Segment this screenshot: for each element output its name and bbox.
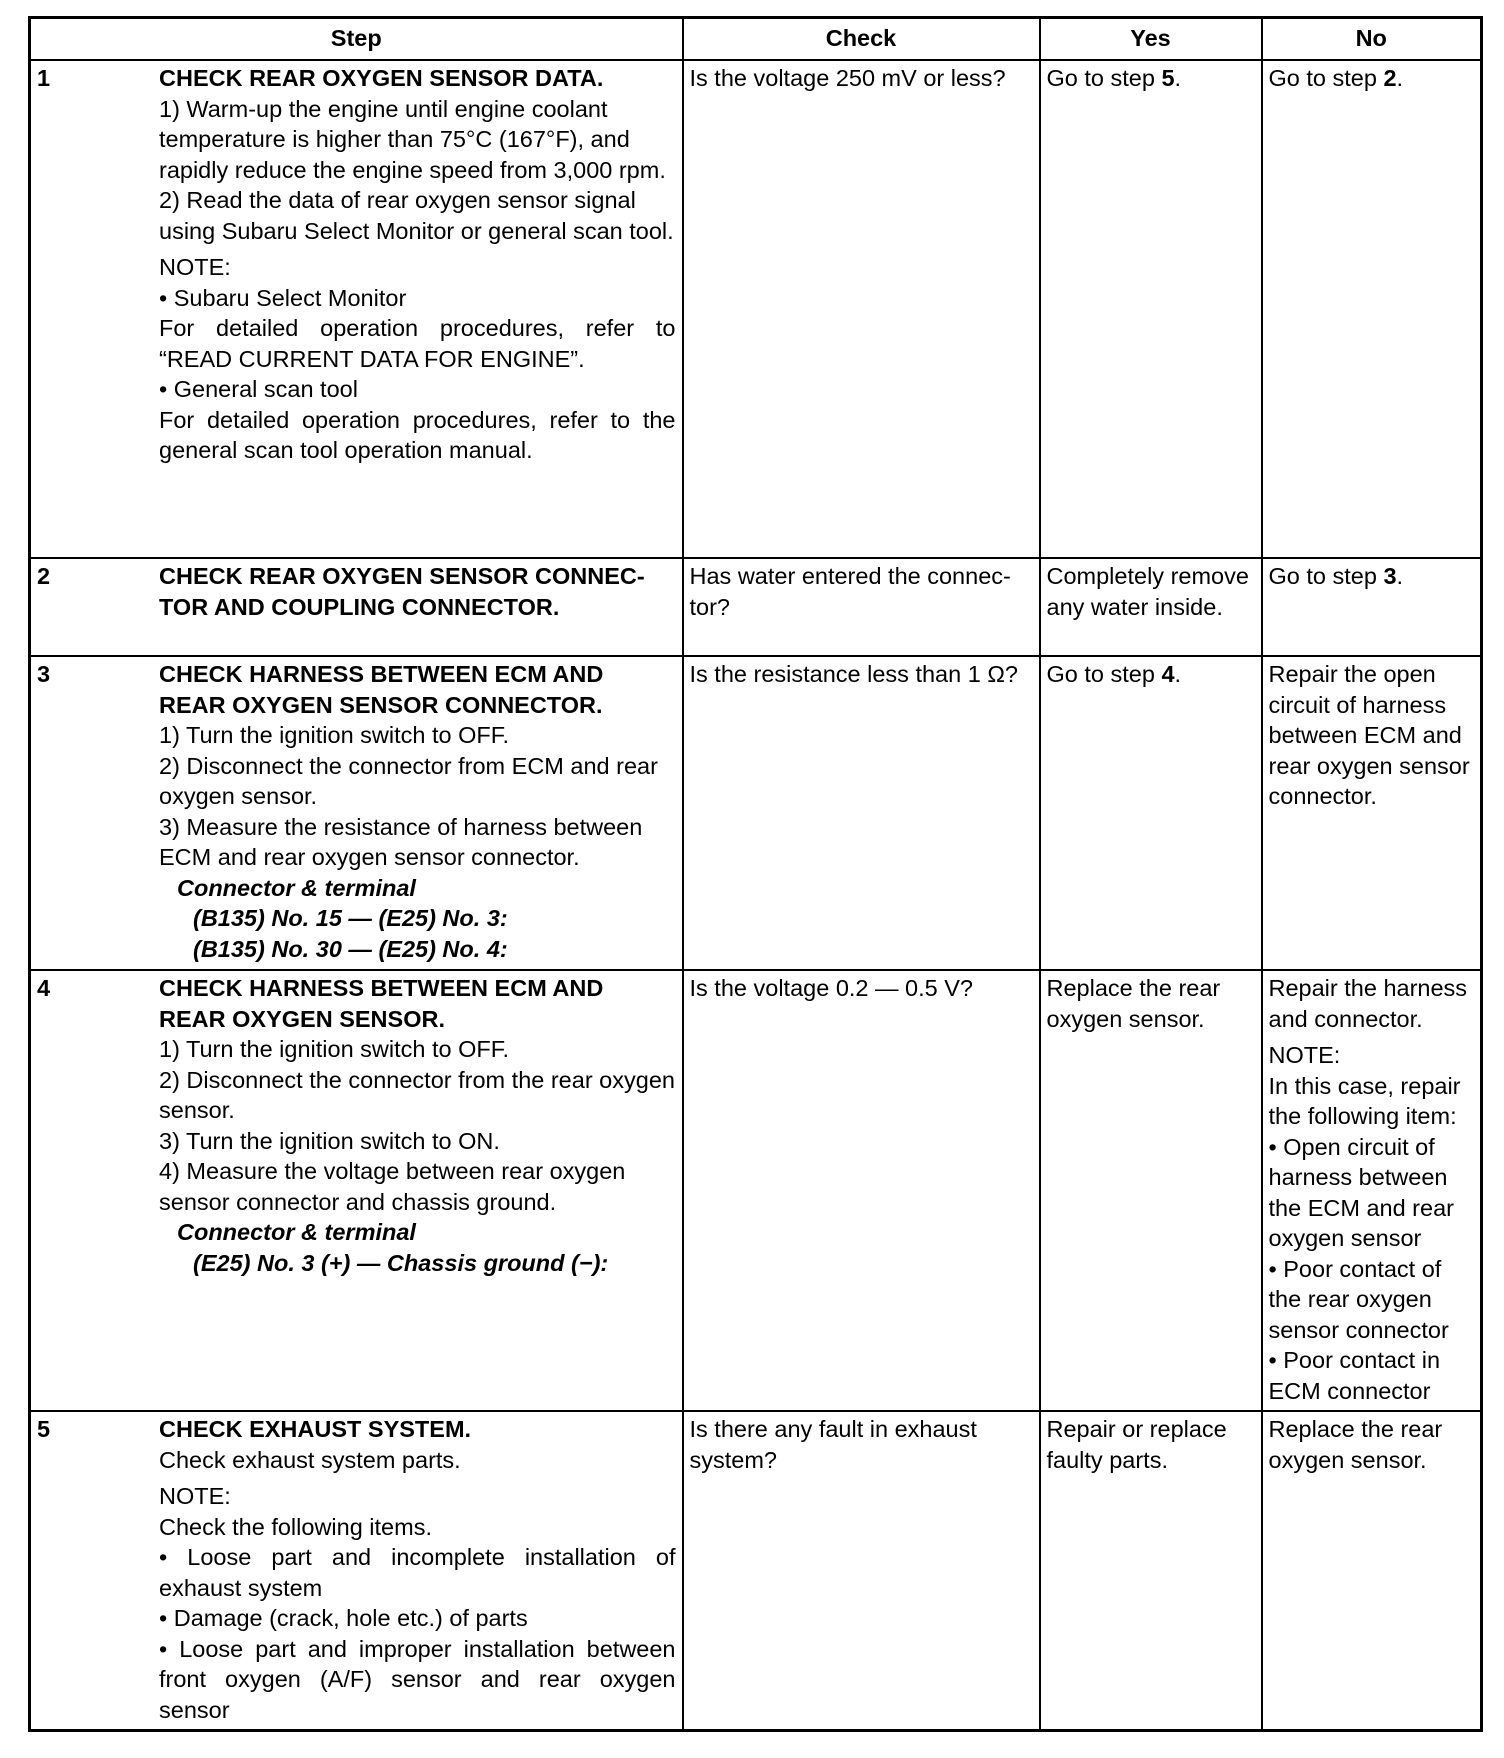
table-row bbox=[30, 1411, 1482, 1731]
yes-step-number: 4 bbox=[1161, 661, 1175, 687]
note-label: NOTE: bbox=[1268, 1042, 1341, 1068]
check-cell: Is there any fault in exhaust system? bbox=[683, 1411, 1040, 1731]
table-row bbox=[30, 558, 1482, 656]
no-text: Go to step bbox=[1268, 65, 1384, 91]
yes-cell: Completely remove any water inside. bbox=[1040, 558, 1262, 656]
no-cell: Repair the open circuit of harness between ECM and rear oxygen sensor connector. bbox=[1262, 656, 1482, 970]
step-number: 5 bbox=[37, 1416, 51, 1442]
header-step: Step bbox=[30, 18, 683, 61]
step-cell bbox=[30, 656, 683, 970]
no-step-number: 3 bbox=[1383, 563, 1397, 589]
check-cell: Is the voltage 250 mV or less? bbox=[683, 60, 1040, 558]
no-suffix: . bbox=[1396, 563, 1404, 589]
procedure-line: 1) Turn the ignition switch to OFF. bbox=[159, 722, 510, 748]
no-suffix: . bbox=[1396, 65, 1404, 91]
spec-line: (B135) No. 30 — (E25) No. 4: bbox=[193, 935, 508, 962]
table-row bbox=[30, 970, 1482, 1411]
note-line: • Loose part and improper installation between front oxygen (A/F) sensor and rear oxygen sensor bbox=[159, 1635, 676, 1723]
step-title-line: CHECK REAR OXYGEN SENSOR CONNEC- bbox=[159, 563, 645, 589]
header-yes: Yes bbox=[1040, 18, 1262, 61]
spec-label: Connector & terminal bbox=[177, 1219, 416, 1245]
yes-cell bbox=[1040, 656, 1262, 970]
note-line: For detailed operation procedures, refer to “READ CURRENT DATA FOR ENGINE”. bbox=[159, 315, 676, 372]
table-row bbox=[30, 60, 1482, 558]
no-cell bbox=[1262, 558, 1482, 656]
note-line: • Poor contact in ECM connector bbox=[1268, 1347, 1441, 1404]
step-number: 4 bbox=[37, 975, 51, 1001]
procedure-line: 2) Disconnect the connector from the rear oxygen sensor. bbox=[159, 1066, 675, 1123]
note-label: NOTE: bbox=[159, 1483, 231, 1509]
note-line: In this case, repair the following item: bbox=[1268, 1072, 1461, 1129]
step-cell bbox=[30, 1411, 683, 1731]
step-number: 3 bbox=[37, 661, 51, 687]
yes-cell: Repair or replace faulty parts. bbox=[1040, 1411, 1262, 1731]
check-line: tor? bbox=[689, 593, 730, 620]
step-title: CHECK REAR OXYGEN SENSOR DATA. bbox=[159, 65, 604, 91]
no-cell bbox=[1262, 970, 1482, 1411]
diagnostic-table bbox=[28, 16, 1483, 1732]
step-cell bbox=[30, 970, 683, 1411]
no-text: Go to step bbox=[1268, 563, 1384, 589]
note-line: • Loose part and incomplete installation of exhaust system bbox=[159, 1544, 676, 1601]
procedure-line: 2) Read the data of rear oxygen sensor signal using Subaru Select Monitor or general scan tool. bbox=[159, 187, 674, 244]
yes-text: Go to step bbox=[1046, 661, 1162, 687]
step-title: CHECK HARNESS BETWEEN ECM AND REAR OXYGEN SENSOR CONNECTOR. bbox=[159, 661, 604, 718]
step-cell bbox=[30, 558, 683, 656]
yes-step-number: 5 bbox=[1161, 65, 1175, 91]
check-cell: Is the voltage 0.2 — 0.5 V? bbox=[683, 970, 1040, 1411]
yes-text: Go to step bbox=[1046, 65, 1162, 91]
header-check: Check bbox=[683, 18, 1040, 61]
yes-suffix: . bbox=[1174, 65, 1182, 91]
note-label: NOTE: bbox=[159, 254, 231, 280]
no-cell bbox=[1262, 60, 1482, 558]
spec-label: Connector & terminal bbox=[177, 874, 416, 901]
step-number: 2 bbox=[37, 563, 51, 589]
note-line: • Poor contact of the rear oxygen sensor connector bbox=[1268, 1255, 1449, 1343]
check-cell: Is the resistance less than 1 Ω? bbox=[683, 656, 1040, 970]
note-line: • Subaru Select Monitor bbox=[159, 284, 407, 311]
table-row bbox=[30, 656, 1482, 970]
procedure-line: 1) Warm-up the engine until engine coolant temperature is higher than 75°C (167°F), and rapidly reduce the engine speed from 3,000 rpm. bbox=[159, 95, 666, 183]
procedure-line: 3) Measure the resistance of harness between ECM and rear oxygen sensor connector. bbox=[159, 813, 643, 870]
procedure-line: 3) Turn the ignition switch to ON. bbox=[159, 1127, 500, 1154]
note-line: • General scan tool bbox=[159, 376, 358, 402]
step-title: CHECK HARNESS BETWEEN ECM AND REAR OXYGEN SENSOR. bbox=[159, 975, 604, 1032]
note-line: • Open circuit of harness between the ECM and rear oxygen sensor bbox=[1268, 1133, 1454, 1251]
procedure-line: Check exhaust system parts. bbox=[159, 1446, 461, 1473]
check-cell bbox=[683, 558, 1040, 656]
step-number: 1 bbox=[37, 65, 51, 91]
header-no: No bbox=[1262, 18, 1482, 61]
yes-suffix: . bbox=[1174, 661, 1182, 687]
header-row bbox=[30, 18, 1482, 61]
procedure-line: 2) Disconnect the connector from ECM and rear oxygen sensor. bbox=[159, 752, 658, 809]
spec-line: (B135) No. 15 — (E25) No. 3: bbox=[193, 905, 508, 931]
procedure-line: 4) Measure the voltage between rear oxygen sensor connector and chassis ground. bbox=[159, 1158, 626, 1215]
note-line: For detailed operation procedures, refer to the general scan tool operation manual. bbox=[159, 406, 676, 463]
no-step-number: 2 bbox=[1383, 65, 1397, 91]
no-cell: Replace the rear oxygen sensor. bbox=[1262, 1411, 1482, 1731]
yes-cell: Replace the rear oxygen sensor. bbox=[1040, 970, 1262, 1411]
step-title: CHECK EXHAUST SYSTEM. bbox=[159, 1416, 472, 1442]
note-line: Check the following items. bbox=[159, 1513, 432, 1540]
step-cell bbox=[30, 60, 683, 558]
step-title-line: TOR AND COUPLING CONNECTOR. bbox=[159, 593, 560, 620]
no-text: Repair the harness and connector. bbox=[1268, 975, 1468, 1032]
note-line: • Damage (crack, hole etc.) of parts bbox=[159, 1605, 528, 1631]
check-line: Has water entered the connec- bbox=[689, 563, 1011, 589]
procedure-line: 1) Turn the ignition switch to OFF. bbox=[159, 1036, 510, 1062]
spec-line: (E25) No. 3 (+) — Chassis ground (−): bbox=[193, 1249, 609, 1276]
yes-cell bbox=[1040, 60, 1262, 558]
